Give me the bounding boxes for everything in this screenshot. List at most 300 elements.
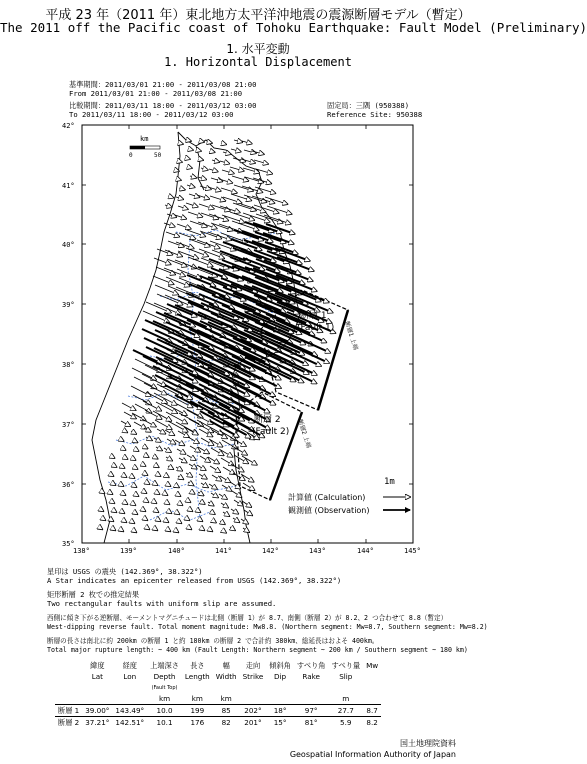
displacement-arrow (189, 239, 210, 247)
displacement-arrow (143, 491, 146, 493)
displacement-arrow (164, 493, 167, 495)
displacement-arrow (154, 528, 157, 530)
displacement-arrow (166, 457, 172, 461)
table-cell (266, 682, 294, 693)
table-cell: 5.9 (340, 718, 352, 727)
displacement-arrow (231, 149, 241, 152)
displacement-arrow (167, 529, 170, 531)
displacement-arrow (155, 465, 159, 467)
displacement-arrow (230, 437, 246, 446)
displacement-arrow (133, 440, 137, 442)
displacement-arrow (267, 206, 291, 214)
displacement-arrow (176, 197, 183, 199)
table-cell: 81° (304, 718, 318, 727)
displacement-arrow (243, 483, 254, 490)
displacement-arrow (113, 510, 116, 512)
displacement-arrow (241, 474, 254, 482)
displacement-arrow (243, 168, 259, 173)
displacement-arrow (146, 392, 167, 403)
displacement-arrow (254, 205, 278, 213)
displacement-arrow (188, 482, 193, 485)
displacement-arrow (156, 267, 175, 274)
fault-2-top-edge (270, 412, 302, 500)
displacement-arrow (209, 214, 228, 220)
table-cell: Strike (242, 672, 264, 681)
note-faults-en: Two rectangular faults with uniform slip are assumed. (47, 599, 277, 608)
displacement-arrow (264, 215, 291, 224)
displacement-arrow (187, 500, 190, 502)
displacement-arrow (156, 447, 162, 450)
displacement-arrow (153, 501, 156, 503)
displacement-arrow (221, 188, 237, 193)
displacement-arrow (131, 521, 134, 523)
table-cell (363, 693, 381, 705)
table-cell (182, 682, 213, 693)
displacement-arrow (165, 475, 169, 477)
displacement-arrow (234, 140, 242, 142)
displacement-arrow (210, 466, 220, 472)
table-cell: 27.7 (337, 706, 354, 715)
displacement-arrow (179, 188, 185, 190)
table-cell (55, 671, 82, 682)
fault-2-label-en: (Fault 2) (252, 427, 290, 437)
displacement-arrow (231, 464, 244, 472)
displacement-arrow (199, 204, 214, 209)
note-star-en: A Star indicates an epicenter released from USGS (142.369°, 38.322°) (47, 576, 342, 585)
displacement-arrow (208, 502, 214, 506)
displacement-arrow (124, 502, 127, 504)
displacement-arrow (110, 474, 113, 476)
table-cell: km (158, 694, 171, 703)
table-cell: 97° (304, 706, 318, 715)
displacement-arrow (219, 449, 232, 457)
lon-tick-label: 138° (73, 547, 90, 555)
table-header-en (55, 671, 381, 682)
table-cell (82, 682, 112, 693)
displacement-arrow (120, 529, 123, 531)
displacement-arrow (197, 510, 200, 512)
displacement-arrow (146, 437, 152, 440)
displacement-arrow (131, 431, 136, 434)
displacement-arrow (210, 511, 215, 514)
displacement-arrow (153, 276, 173, 284)
displacement-arrow (155, 510, 158, 512)
table-cell (294, 693, 329, 705)
displacement-arrow (242, 141, 252, 144)
displacement-arrow (234, 500, 243, 506)
displacement-arrow (190, 491, 195, 494)
displacement-arrow (189, 509, 192, 511)
displacement-arrow (222, 170, 234, 173)
coastline (92, 132, 300, 543)
displacement-arrow (175, 215, 186, 219)
displacement-arrow (233, 518, 239, 522)
displacement-arrow (100, 509, 103, 511)
displacement-arrow (145, 455, 149, 457)
table-header-jp (55, 660, 381, 671)
displacement-arrow (144, 428, 151, 432)
fault-1-side-label: 断層1 上端 (343, 320, 359, 351)
scale-fifty: 50 (154, 152, 162, 159)
displacement-arrow (209, 439, 222, 447)
table-cell: 10.1 (156, 718, 173, 727)
displacement-arrow (143, 401, 161, 411)
displacement-arrow (133, 395, 151, 404)
lat-tick-label: 37° (62, 421, 75, 429)
displacement-arrow (164, 448, 171, 452)
note-star-jp: 星印は USGS の震央 (142.369°, 38.322°) (47, 567, 203, 576)
table-cell: 176 (190, 718, 205, 727)
table-cell: 37.21° (85, 718, 110, 727)
displacement-arrow (143, 446, 147, 449)
displacement-arrow (220, 206, 240, 212)
displacement-arrow (166, 277, 189, 286)
table-cell: Slip (339, 672, 353, 681)
displacement-arrow (188, 437, 199, 443)
table-cell (112, 682, 147, 693)
displacement-arrow (177, 494, 180, 496)
displacement-arrow (175, 530, 178, 532)
displacement-arrow (123, 475, 126, 477)
note-length-en: Total major rupture length: ~ 400 km (Fault Length: Northern segment ~ 200 km / Southern segment ~ 180 km) (47, 646, 468, 654)
fault-1-label-jp: 断層 1 (300, 311, 327, 321)
displacement-arrow (109, 492, 112, 494)
displacement-arrow (208, 457, 219, 464)
footer-org-jp: 国土地理院資料 (400, 739, 456, 748)
displacement-arrow (122, 493, 125, 495)
displacement-arrow (124, 412, 136, 418)
displacement-arrow (232, 176, 248, 181)
displacement-arrow (135, 449, 138, 451)
lat-tick-label: 38° (62, 361, 75, 369)
lat-tick-label: 36° (62, 481, 75, 489)
table-cell (294, 682, 329, 693)
displacement-arrow (164, 268, 185, 276)
displacement-arrow (186, 203, 198, 207)
table-cell: Depth (153, 672, 176, 681)
table-cell: 長さ (190, 660, 205, 670)
lon-tick-label: 140° (168, 547, 185, 555)
displacement-arrow (134, 512, 137, 514)
displacement-arrow (187, 455, 196, 460)
displacement-arrow (113, 465, 116, 467)
displacement-arrow (167, 484, 170, 486)
table-cell (240, 693, 267, 705)
table-row (55, 717, 381, 729)
displacement-arrow (165, 520, 168, 522)
table-cell: 断層 1 (58, 705, 80, 715)
displacement-arrow (132, 413, 146, 420)
table-cell: 8.2 (366, 718, 378, 727)
base-period-jp: 基準期間：2011/03/01 21:00 - 2011/03/08 21:00 (69, 80, 257, 89)
displacement-arrow (189, 149, 193, 150)
lon-tick-label: 141° (215, 547, 232, 555)
displacement-arrow (164, 403, 187, 415)
table-cell: 82 (221, 718, 231, 727)
table-cell (363, 671, 381, 682)
displacement-arrow (179, 458, 187, 462)
displacement-arrow (188, 527, 191, 529)
table-cell: Length (184, 672, 210, 681)
displacement-arrow (133, 485, 136, 487)
lat-tick-label: 40° (62, 241, 75, 249)
displacement-arrow (220, 476, 230, 482)
displacement-arrow (223, 467, 235, 474)
table-cell: 142.51° (115, 718, 145, 727)
displacement-arrow (223, 512, 229, 516)
table-cell: 15° (273, 718, 287, 727)
fault-parameters-table (55, 660, 381, 728)
lon-tick-label: 145° (404, 547, 421, 555)
displacement-arrow (188, 212, 202, 217)
displacement-arrow (198, 177, 206, 179)
displacement-arrow (210, 196, 225, 201)
table-cell: 傾斜角 (269, 660, 291, 670)
table-cell (112, 693, 147, 705)
displacement-arrow (178, 161, 182, 162)
displacement-arrow (112, 528, 115, 530)
displacement-arrow (178, 521, 181, 523)
displacement-arrow (111, 501, 114, 503)
displacement-arrow (111, 456, 114, 458)
subtitle-en: 1. Horizontal Displacement (164, 55, 352, 69)
table-cell: Lat (91, 672, 103, 681)
displacement-arrow (177, 269, 201, 278)
table-cell (266, 693, 294, 705)
displacement-arrow (178, 206, 188, 209)
displacement-arrow (176, 467, 182, 471)
displacement-arrow (121, 421, 130, 426)
displacement-arrow (167, 439, 175, 444)
displacement-arrow (209, 529, 212, 531)
displacement-arrow (198, 492, 203, 495)
displacement-arrow (99, 527, 102, 529)
displacement-arrow (189, 464, 197, 469)
displacement-arrow (230, 167, 244, 171)
table-cell: 走向 (245, 660, 261, 670)
displacement-arrow (135, 404, 151, 413)
displacement-arrow (211, 448, 223, 455)
displacement-arrow (220, 521, 225, 524)
displacement-arrow (166, 502, 169, 504)
table-cell: 18° (273, 706, 287, 715)
displacement-arrow (142, 464, 145, 466)
displacement-arrow (145, 500, 148, 502)
displacement-arrow (198, 447, 209, 453)
displacement-arrow (252, 196, 274, 203)
displacement-arrow (190, 176, 196, 178)
displacement-arrow (231, 194, 251, 200)
table-cell: 85 (221, 706, 231, 715)
table-cell: 幅 (222, 660, 230, 670)
lon-tick-label: 143° (309, 547, 326, 555)
displacement-arrows (99, 140, 335, 533)
table-cell (363, 682, 381, 693)
title-jp: 平成 23 年（2011 年）東北地方太平洋沖地震の震源断層モデル（暫定） (45, 8, 471, 23)
note-length-jp: 断層の長さは南北に約 200km の断層 1 と約 180km の断層 2 で合計約 380km、総延長はおよそ 400km。 (47, 637, 379, 645)
displacement-arrow (122, 448, 125, 450)
displacement-arrow (168, 196, 173, 198)
table-cell: Width (215, 672, 237, 681)
displacement-arrow (144, 518, 147, 520)
displacement-arrow (124, 457, 127, 459)
displacement-arrow (199, 519, 202, 521)
table-cell: 143.49° (115, 706, 145, 715)
displacement-arrow (121, 466, 124, 468)
displacement-arrow (200, 231, 221, 239)
compare-period-jp: 比較期間：2011/03/11 18:00 - 2011/03/12 03:00 (69, 101, 257, 110)
displacement-arrow (120, 439, 123, 441)
fault-2-label-jp: 断層 2 (254, 415, 281, 425)
table-cell: 上端深さ (150, 660, 179, 670)
compare-period-en: To 2011/03/11 18:00 - 2011/03/12 03:00 (69, 110, 234, 119)
table-cell: Rake (302, 672, 320, 681)
table-cell: 8.7 (366, 706, 378, 715)
lon-tick-label: 139° (120, 547, 137, 555)
displacement-arrow (165, 430, 174, 435)
table-cell: m (342, 694, 350, 703)
displacement-arrow (200, 501, 205, 504)
displacement-arrow (135, 494, 138, 496)
lat-tick-label: 39° (62, 301, 75, 309)
table-cell: すべり角 (296, 660, 326, 670)
note-mag-en: West-dipping reverse fault. Total moment magnitude: Mw8.8. (Northern segment: Mw=8.7, Southern segment: Mw=8.2) (47, 623, 488, 631)
displacement-arrow (142, 509, 145, 511)
displacement-arrow (254, 160, 268, 164)
displacement-arrow (212, 430, 227, 438)
table-cell (82, 693, 112, 705)
displacement-arrow (234, 185, 253, 191)
displacement-arrow (144, 473, 147, 475)
displacement-arrow (178, 476, 183, 479)
displacement-arrow (167, 259, 187, 266)
displacement-arrow (212, 520, 216, 523)
displacement-arrow (165, 205, 172, 207)
legend-calc-label: 計算値 (Calculation) (288, 493, 366, 502)
table-cell: Lon (123, 672, 137, 681)
displacement-arrow (231, 509, 238, 514)
displacement-arrow (209, 169, 218, 172)
displacement-arrow (211, 493, 218, 497)
fault-2-side-label: 断層2 上端 (296, 418, 312, 449)
legend-scale-label: 1m (384, 477, 395, 487)
displacement-arrow (209, 484, 217, 489)
displacement-arrow (212, 475, 221, 481)
table-cell: (Fault Top) (151, 684, 178, 691)
displacement-arrow (219, 494, 227, 499)
displacement-arrow (244, 195, 266, 202)
displacement-arrow (110, 519, 113, 521)
displacement-arrow (168, 466, 173, 469)
displacement-arrow (186, 473, 192, 477)
table-cell: km (220, 694, 232, 703)
displacement-arrow (134, 467, 137, 469)
table-cell: Dip (274, 672, 287, 681)
reference-site-jp: 固定局：三隅 (950388) (327, 101, 410, 110)
displacement-arrow (146, 527, 149, 529)
displacement-arrow (177, 449, 185, 454)
displacement-arrow (201, 483, 208, 487)
displacement-arrow (199, 474, 207, 479)
table-cell (213, 682, 240, 693)
displacement-arrow (241, 519, 248, 524)
displacement-arrow (155, 285, 178, 294)
displacement-arrow (233, 203, 256, 210)
displacement-arrow (211, 223, 233, 231)
displacement-arrow (179, 503, 182, 505)
table-cell: 202° (244, 706, 262, 715)
displacement-arrow (177, 224, 191, 229)
fault-1-label-en: (Fault 1) (297, 323, 335, 333)
displacement-arrow (102, 518, 105, 520)
displacement-arrow (123, 520, 126, 522)
table-cell: 39.00° (85, 706, 110, 715)
displacement-arrow (123, 430, 127, 432)
table-cell: km (191, 694, 203, 703)
displacement-arrow (166, 232, 179, 237)
displacement-arrow (133, 530, 136, 532)
table-cell (240, 682, 267, 693)
displacement-arrow (188, 257, 213, 266)
table-depth-note (55, 682, 381, 693)
table-cell: Mw (366, 661, 379, 670)
displacement-arrow (222, 485, 231, 491)
lon-tick-label: 142° (262, 547, 279, 555)
displacement-arrow (234, 455, 248, 463)
displacement-arrow (197, 465, 206, 470)
note-mag-jp: 西側に傾き下がる逆断層、モーメントマグニチュードは北側（断層 1）が 8.7、南側（断層 2）が 8.2、2 つ合わせて 8.8（暫定） (47, 614, 448, 622)
displacement-arrow (198, 222, 217, 228)
lat-tick-label: 42° (62, 122, 75, 130)
base-period-en: From 2011/03/01 21:00 - 2011/03/08 21:00 (69, 89, 243, 98)
table-cell: 経度 (122, 660, 137, 670)
displacement-arrow (154, 258, 171, 264)
displacement-arrow (201, 168, 208, 170)
displacement-arrow (146, 302, 171, 313)
displacement-arrow (221, 143, 226, 144)
displacement-arrow (220, 161, 229, 164)
displacement-arrow (190, 266, 217, 277)
subtitle-jp: 1. 水平変動 (226, 42, 290, 56)
displacement-arrow (142, 419, 156, 427)
table-units (55, 693, 381, 705)
table-cell: 断層 2 (58, 717, 80, 727)
displacement-arrow (131, 386, 151, 396)
table-cell (55, 660, 82, 671)
table-cell: 199 (190, 706, 205, 715)
displacement-arrow (156, 492, 159, 494)
displacement-arrow (221, 503, 228, 508)
scale-unit: km (140, 135, 149, 143)
table-cell (55, 682, 82, 693)
displacement-arrow (142, 374, 166, 386)
displacement-arrow (230, 527, 235, 530)
legend-obs-label: 観測値 (Observation) (288, 506, 370, 515)
displacement-arrow (199, 429, 212, 436)
displacement-arrow (167, 214, 176, 217)
table-cell: すべり量 (331, 660, 361, 670)
displacement-arrow (212, 160, 219, 162)
displacement-arrow (197, 240, 220, 248)
lat-tick-label: 35° (62, 540, 75, 548)
lon-tick-label: 144° (357, 547, 374, 555)
displacement-arrow (168, 511, 171, 513)
displacement-arrow (121, 511, 124, 513)
lat-tick-label: 41° (62, 182, 75, 190)
displacement-arrow (153, 456, 157, 459)
table-cell: 10.0 (156, 706, 173, 715)
displacement-arrow (132, 503, 135, 505)
